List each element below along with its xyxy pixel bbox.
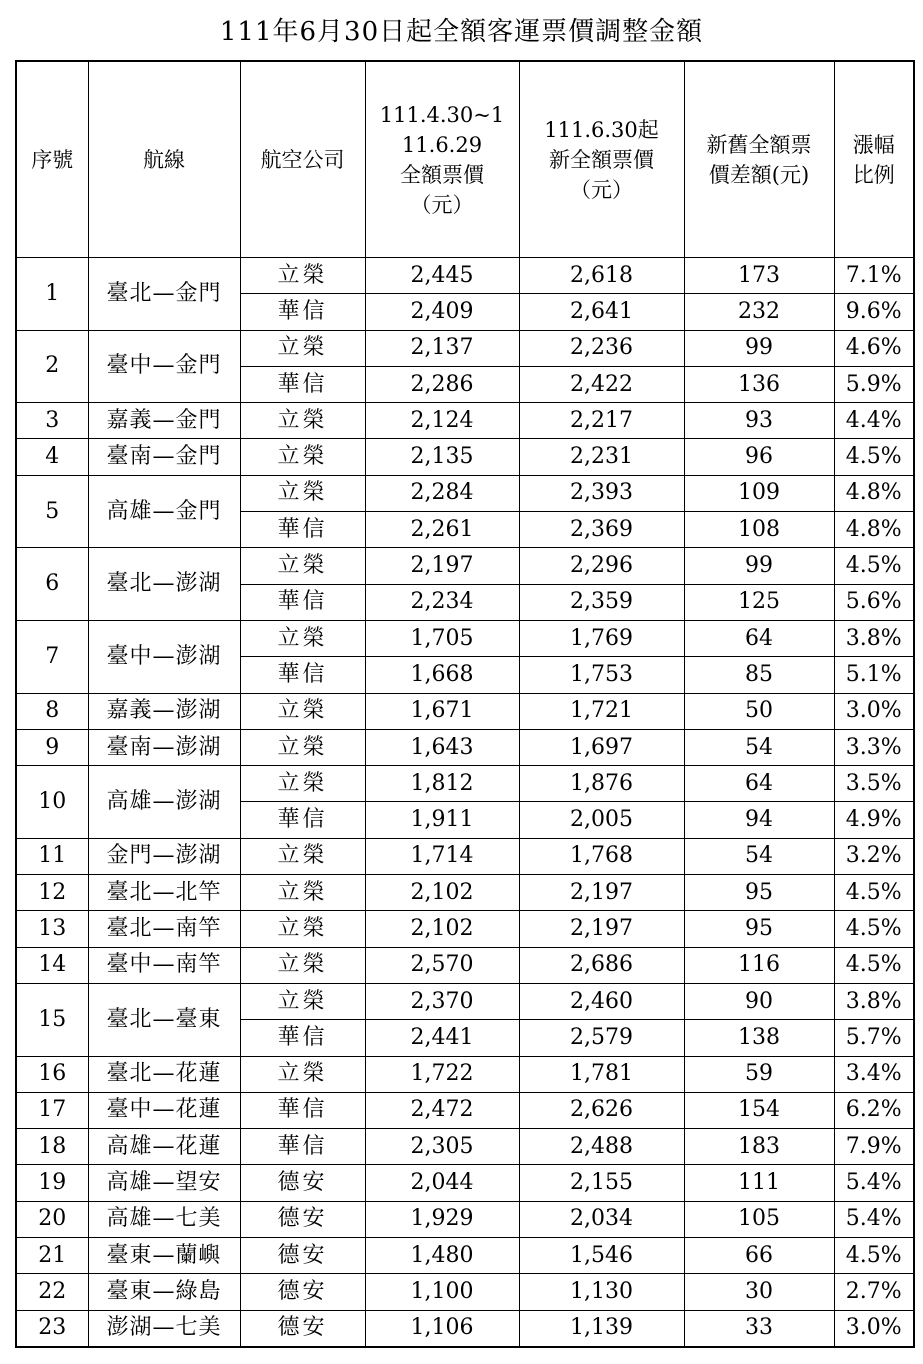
cell-airline: 立榮 bbox=[240, 875, 365, 911]
cell-old-price: 1,722 bbox=[365, 1056, 519, 1092]
cell-old-price: 1,100 bbox=[365, 1274, 519, 1310]
cell-route: 嘉義—澎湖 bbox=[88, 693, 240, 729]
cell-diff: 154 bbox=[684, 1092, 834, 1128]
cell-new-price: 1,768 bbox=[519, 838, 684, 874]
cell-pct: 4.5% bbox=[834, 875, 914, 911]
cell-old-price: 2,135 bbox=[365, 439, 519, 475]
cell-new-price: 2,155 bbox=[519, 1165, 684, 1201]
cell-new-price: 1,697 bbox=[519, 729, 684, 765]
cell-new-price: 2,460 bbox=[519, 983, 684, 1019]
table-row bbox=[16, 766, 914, 802]
cell-airline: 立榮 bbox=[240, 620, 365, 656]
cell-diff: 66 bbox=[684, 1238, 834, 1274]
cell-pct: 5.4% bbox=[834, 1165, 914, 1201]
cell-old-price: 1,106 bbox=[365, 1310, 519, 1347]
cell-old-price: 1,671 bbox=[365, 693, 519, 729]
cell-new-price: 2,422 bbox=[519, 366, 684, 402]
header-new-price-line: （元） bbox=[570, 177, 633, 202]
cell-new-price: 2,641 bbox=[519, 294, 684, 330]
cell-diff: 183 bbox=[684, 1129, 834, 1165]
cell-route: 高雄—澎湖 bbox=[88, 766, 240, 839]
cell-airline: 立榮 bbox=[240, 475, 365, 511]
cell-route: 臺北—澎湖 bbox=[88, 548, 240, 621]
header-diff-line: 價差額(元) bbox=[708, 162, 810, 187]
cell-new-price: 1,139 bbox=[519, 1310, 684, 1347]
cell-old-price: 2,124 bbox=[365, 403, 519, 439]
cell-pct: 7.1% bbox=[834, 258, 914, 294]
header-old-price-line: 全額票價 bbox=[400, 162, 484, 187]
cell-new-price: 2,686 bbox=[519, 947, 684, 983]
cell-pct: 4.9% bbox=[834, 802, 914, 838]
cell-new-price: 2,393 bbox=[519, 475, 684, 511]
cell-pct: 4.5% bbox=[834, 947, 914, 983]
header-diff bbox=[684, 61, 834, 258]
cell-diff: 59 bbox=[684, 1056, 834, 1092]
cell-old-price: 2,102 bbox=[365, 911, 519, 947]
header-new-price bbox=[519, 61, 684, 258]
cell-pct: 5.9% bbox=[834, 366, 914, 402]
cell-pct: 3.8% bbox=[834, 620, 914, 656]
cell-old-price: 1,714 bbox=[365, 838, 519, 874]
cell-new-price: 2,197 bbox=[519, 875, 684, 911]
cell-new-price: 2,296 bbox=[519, 548, 684, 584]
cell-old-price: 1,812 bbox=[365, 766, 519, 802]
header-pct-line: 漲幅 bbox=[852, 132, 895, 157]
cell-no: 19 bbox=[16, 1165, 88, 1201]
cell-old-price: 1,668 bbox=[365, 657, 519, 693]
cell-route: 高雄—金門 bbox=[88, 475, 240, 548]
cell-old-price: 1,929 bbox=[365, 1201, 519, 1237]
header-pct bbox=[834, 61, 914, 258]
cell-no: 15 bbox=[16, 983, 88, 1056]
cell-old-price: 2,044 bbox=[365, 1165, 519, 1201]
cell-airline: 立榮 bbox=[240, 1056, 365, 1092]
cell-airline: 立榮 bbox=[240, 548, 365, 584]
cell-no: 12 bbox=[16, 875, 88, 911]
table-row bbox=[16, 947, 914, 983]
cell-airline: 華信 bbox=[240, 1020, 365, 1056]
cell-pct: 5.7% bbox=[834, 1020, 914, 1056]
cell-route: 臺南—金門 bbox=[88, 439, 240, 475]
header-new-price-line: 新全額票價 bbox=[549, 147, 654, 172]
cell-old-price: 1,911 bbox=[365, 802, 519, 838]
table-row bbox=[16, 403, 914, 439]
cell-pct: 5.6% bbox=[834, 584, 914, 620]
table-row bbox=[16, 693, 914, 729]
cell-diff: 232 bbox=[684, 294, 834, 330]
cell-no: 4 bbox=[16, 439, 88, 475]
cell-old-price: 2,284 bbox=[365, 475, 519, 511]
header-old-price-line: （元） bbox=[410, 192, 474, 217]
cell-new-price: 1,876 bbox=[519, 766, 684, 802]
table-row bbox=[16, 729, 914, 765]
cell-airline: 華信 bbox=[240, 802, 365, 838]
cell-pct: 3.5% bbox=[834, 766, 914, 802]
cell-new-price: 1,721 bbox=[519, 693, 684, 729]
cell-no: 21 bbox=[16, 1238, 88, 1274]
cell-diff: 105 bbox=[684, 1201, 834, 1237]
cell-new-price: 2,359 bbox=[519, 584, 684, 620]
cell-pct: 6.2% bbox=[834, 1092, 914, 1128]
cell-old-price: 2,286 bbox=[365, 366, 519, 402]
table-row bbox=[16, 258, 914, 294]
table-row bbox=[16, 475, 914, 511]
cell-route: 臺東—蘭嶼 bbox=[88, 1238, 240, 1274]
header-pct-line: 比例 bbox=[852, 162, 895, 187]
cell-new-price: 1,769 bbox=[519, 620, 684, 656]
cell-route: 高雄—望安 bbox=[88, 1165, 240, 1201]
cell-airline: 立榮 bbox=[240, 838, 365, 874]
cell-airline: 立榮 bbox=[240, 983, 365, 1019]
cell-pct: 3.4% bbox=[834, 1056, 914, 1092]
cell-diff: 90 bbox=[684, 983, 834, 1019]
cell-airline: 德安 bbox=[240, 1201, 365, 1237]
cell-old-price: 2,234 bbox=[365, 584, 519, 620]
cell-pct: 4.5% bbox=[834, 439, 914, 475]
header-route: 航線 bbox=[88, 61, 240, 258]
cell-old-price: 2,570 bbox=[365, 947, 519, 983]
cell-airline: 德安 bbox=[240, 1165, 365, 1201]
cell-pct: 4.5% bbox=[834, 1238, 914, 1274]
cell-airline: 德安 bbox=[240, 1310, 365, 1347]
header-old-price bbox=[365, 61, 519, 258]
cell-diff: 99 bbox=[684, 548, 834, 584]
cell-diff: 95 bbox=[684, 875, 834, 911]
cell-route: 澎湖—七美 bbox=[88, 1310, 240, 1347]
cell-pct: 5.4% bbox=[834, 1201, 914, 1237]
cell-no: 22 bbox=[16, 1274, 88, 1310]
cell-old-price: 2,445 bbox=[365, 258, 519, 294]
cell-old-price: 1,643 bbox=[365, 729, 519, 765]
table-row bbox=[16, 1092, 914, 1128]
cell-old-price: 2,102 bbox=[365, 875, 519, 911]
cell-no: 18 bbox=[16, 1129, 88, 1165]
cell-diff: 109 bbox=[684, 475, 834, 511]
cell-no: 6 bbox=[16, 548, 88, 621]
cell-no: 20 bbox=[16, 1201, 88, 1237]
cell-old-price: 1,705 bbox=[365, 620, 519, 656]
cell-route: 臺南—澎湖 bbox=[88, 729, 240, 765]
table-row bbox=[16, 1201, 914, 1237]
cell-diff: 54 bbox=[684, 729, 834, 765]
cell-airline: 立榮 bbox=[240, 911, 365, 947]
table-row bbox=[16, 1310, 914, 1347]
cell-airline: 華信 bbox=[240, 657, 365, 693]
cell-pct: 4.4% bbox=[834, 403, 914, 439]
table-row bbox=[16, 330, 914, 366]
header-old-price-line: 11.6.29 bbox=[401, 132, 483, 157]
cell-airline: 立榮 bbox=[240, 693, 365, 729]
cell-airline: 華信 bbox=[240, 1092, 365, 1128]
cell-pct: 3.0% bbox=[834, 1310, 914, 1347]
cell-diff: 136 bbox=[684, 366, 834, 402]
cell-pct: 5.1% bbox=[834, 657, 914, 693]
cell-pct: 4.6% bbox=[834, 330, 914, 366]
cell-new-price: 2,217 bbox=[519, 403, 684, 439]
cell-airline: 立榮 bbox=[240, 258, 365, 294]
cell-diff: 99 bbox=[684, 330, 834, 366]
cell-route: 臺北—南竿 bbox=[88, 911, 240, 947]
cell-diff: 111 bbox=[684, 1165, 834, 1201]
cell-pct: 3.8% bbox=[834, 983, 914, 1019]
header-new-price-line: 111.6.30起 bbox=[544, 117, 659, 142]
cell-new-price: 2,488 bbox=[519, 1129, 684, 1165]
cell-old-price: 2,305 bbox=[365, 1129, 519, 1165]
cell-airline: 德安 bbox=[240, 1274, 365, 1310]
cell-pct: 3.3% bbox=[834, 729, 914, 765]
cell-pct: 2.7% bbox=[834, 1274, 914, 1310]
cell-no: 8 bbox=[16, 693, 88, 729]
cell-no: 9 bbox=[16, 729, 88, 765]
table-row bbox=[16, 838, 914, 874]
cell-pct: 7.9% bbox=[834, 1129, 914, 1165]
cell-route: 臺中—金門 bbox=[88, 330, 240, 403]
cell-pct: 9.6% bbox=[834, 294, 914, 330]
cell-diff: 85 bbox=[684, 657, 834, 693]
cell-diff: 96 bbox=[684, 439, 834, 475]
table-row bbox=[16, 1165, 914, 1201]
cell-no: 7 bbox=[16, 620, 88, 693]
table-row bbox=[16, 1274, 914, 1310]
cell-airline: 華信 bbox=[240, 512, 365, 548]
table-row bbox=[16, 1056, 914, 1092]
cell-no: 10 bbox=[16, 766, 88, 839]
cell-no: 5 bbox=[16, 475, 88, 548]
cell-airline: 華信 bbox=[240, 1129, 365, 1165]
cell-no: 23 bbox=[16, 1310, 88, 1347]
cell-route: 高雄—花蓮 bbox=[88, 1129, 240, 1165]
fare-table bbox=[15, 60, 915, 1348]
header-diff-line: 新舊全額票 bbox=[706, 132, 812, 157]
cell-airline: 立榮 bbox=[240, 403, 365, 439]
table-row bbox=[16, 911, 914, 947]
cell-no: 1 bbox=[16, 258, 88, 331]
cell-diff: 50 bbox=[684, 693, 834, 729]
cell-diff: 108 bbox=[684, 512, 834, 548]
header-old-price-line: 111.4.30~1 bbox=[379, 102, 505, 127]
cell-pct: 3.2% bbox=[834, 838, 914, 874]
cell-pct: 3.0% bbox=[834, 693, 914, 729]
cell-new-price: 1,753 bbox=[519, 657, 684, 693]
cell-old-price: 2,409 bbox=[365, 294, 519, 330]
cell-airline: 德安 bbox=[240, 1238, 365, 1274]
document-title: 111年6月30日起全額客運票價調整金額 bbox=[219, 17, 704, 47]
cell-old-price: 1,480 bbox=[365, 1238, 519, 1274]
cell-new-price: 2,231 bbox=[519, 439, 684, 475]
cell-no: 11 bbox=[16, 838, 88, 874]
cell-airline: 立榮 bbox=[240, 439, 365, 475]
cell-diff: 33 bbox=[684, 1310, 834, 1347]
cell-airline: 華信 bbox=[240, 294, 365, 330]
cell-new-price: 2,034 bbox=[519, 1201, 684, 1237]
cell-old-price: 2,261 bbox=[365, 512, 519, 548]
cell-no: 3 bbox=[16, 403, 88, 439]
cell-new-price: 2,197 bbox=[519, 911, 684, 947]
cell-old-price: 2,370 bbox=[365, 983, 519, 1019]
cell-diff: 116 bbox=[684, 947, 834, 983]
cell-new-price: 2,626 bbox=[519, 1092, 684, 1128]
cell-airline: 華信 bbox=[240, 584, 365, 620]
cell-old-price: 2,197 bbox=[365, 548, 519, 584]
header-airline: 航空公司 bbox=[240, 61, 365, 258]
cell-no: 16 bbox=[16, 1056, 88, 1092]
cell-airline: 立榮 bbox=[240, 766, 365, 802]
cell-route: 臺北—北竿 bbox=[88, 875, 240, 911]
table-row bbox=[16, 548, 914, 584]
cell-route: 高雄—七美 bbox=[88, 1201, 240, 1237]
cell-pct: 4.5% bbox=[834, 911, 914, 947]
cell-diff: 94 bbox=[684, 802, 834, 838]
cell-old-price: 2,441 bbox=[365, 1020, 519, 1056]
cell-diff: 125 bbox=[684, 584, 834, 620]
cell-pct: 4.5% bbox=[834, 548, 914, 584]
cell-no: 13 bbox=[16, 911, 88, 947]
cell-airline: 華信 bbox=[240, 366, 365, 402]
cell-new-price: 2,618 bbox=[519, 258, 684, 294]
cell-route: 臺東—綠島 bbox=[88, 1274, 240, 1310]
cell-no: 17 bbox=[16, 1092, 88, 1128]
cell-route: 臺北—花蓮 bbox=[88, 1056, 240, 1092]
table-row bbox=[16, 1129, 914, 1165]
cell-new-price: 1,130 bbox=[519, 1274, 684, 1310]
cell-route: 臺中—南竿 bbox=[88, 947, 240, 983]
cell-route: 臺北—金門 bbox=[88, 258, 240, 331]
table-body bbox=[16, 258, 914, 1347]
cell-new-price: 2,005 bbox=[519, 802, 684, 838]
cell-new-price: 2,369 bbox=[519, 512, 684, 548]
cell-airline: 立榮 bbox=[240, 729, 365, 765]
cell-route: 臺中—澎湖 bbox=[88, 620, 240, 693]
cell-route: 臺北—臺東 bbox=[88, 983, 240, 1056]
cell-old-price: 2,472 bbox=[365, 1092, 519, 1128]
cell-no: 14 bbox=[16, 947, 88, 983]
table-row bbox=[16, 620, 914, 656]
cell-diff: 64 bbox=[684, 620, 834, 656]
cell-route: 臺中—花蓮 bbox=[88, 1092, 240, 1128]
cell-pct: 4.8% bbox=[834, 512, 914, 548]
table-row bbox=[16, 983, 914, 1019]
cell-diff: 138 bbox=[684, 1020, 834, 1056]
cell-diff: 64 bbox=[684, 766, 834, 802]
header-no: 序號 bbox=[16, 61, 88, 258]
cell-diff: 95 bbox=[684, 911, 834, 947]
table-header bbox=[16, 61, 914, 258]
cell-new-price: 1,546 bbox=[519, 1238, 684, 1274]
cell-route: 嘉義—金門 bbox=[88, 403, 240, 439]
cell-diff: 93 bbox=[684, 403, 834, 439]
cell-old-price: 2,137 bbox=[365, 330, 519, 366]
cell-airline: 立榮 bbox=[240, 330, 365, 366]
table-row bbox=[16, 439, 914, 475]
table-row bbox=[16, 1238, 914, 1274]
cell-no: 2 bbox=[16, 330, 88, 403]
cell-diff: 30 bbox=[684, 1274, 834, 1310]
cell-route: 金門—澎湖 bbox=[88, 838, 240, 874]
cell-airline: 立榮 bbox=[240, 947, 365, 983]
cell-pct: 4.8% bbox=[834, 475, 914, 511]
cell-new-price: 2,579 bbox=[519, 1020, 684, 1056]
cell-new-price: 1,781 bbox=[519, 1056, 684, 1092]
cell-new-price: 2,236 bbox=[519, 330, 684, 366]
cell-diff: 54 bbox=[684, 838, 834, 874]
table-row bbox=[16, 875, 914, 911]
cell-diff: 173 bbox=[684, 258, 834, 294]
